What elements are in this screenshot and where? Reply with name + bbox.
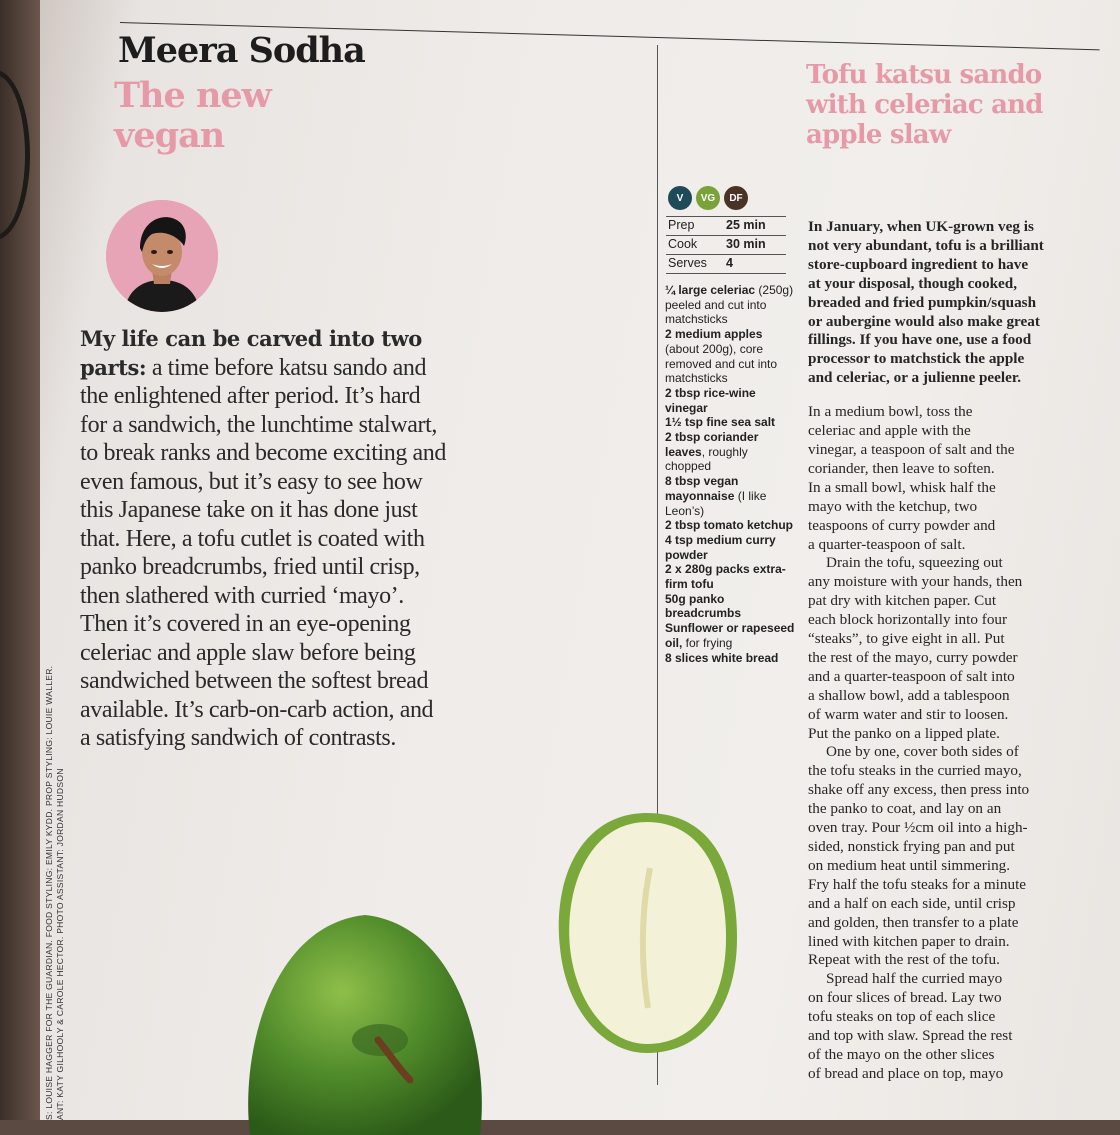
method-line: Spread half the curried mayo (826, 970, 1003, 988)
meta-value: 25 min (726, 218, 766, 232)
method-line: of the mayo on the other slices (808, 1045, 995, 1063)
photo-credit-line: ANT: KATY GILHOOLY & CAROLE HECTOR. PHOTO ASSISTANT: JORDAN HUDSON (55, 768, 65, 1120)
method-line: In a medium bowl, toss the (808, 403, 973, 421)
method-line: a shallow bowl, add a tablespoon (808, 686, 1010, 704)
ingredient-item (665, 592, 795, 621)
recipe-method (808, 218, 1093, 1084)
ingredient-name: ¼ large celeriac (665, 283, 756, 297)
photo-credit (44, 600, 66, 1120)
photo-credit-line: S: LOUISE HAGGER FOR THE GUARDIAN. FOOD STYLING: EMILY KYDD. PROP STYLING: LOUIE WALLER. (44, 665, 54, 1120)
method-line: In a small bowl, whisk half the (808, 478, 996, 496)
intro-line: available. It’s carb-on-carb action, and (80, 696, 434, 723)
method-line: lined with kitchen paper to drain. (808, 932, 1010, 950)
ingredient-item (665, 474, 795, 518)
ingredient-name: 1½ tsp fine sea salt (665, 415, 776, 430)
vegan-badge: VG (696, 186, 720, 210)
intro-line: that. Here, a tofu cutlet is coated with (80, 525, 425, 552)
portrait-illustration (106, 200, 218, 312)
ingredient-name: Sunflower or rapeseed oil, (665, 621, 795, 650)
ingredient-item (665, 283, 795, 327)
recipe-intro-line: breaded and fried pumpkin/squash (808, 293, 1037, 311)
author-name: Meera Sodha (118, 30, 365, 71)
ingredient-name: 4 tsp medium curry powder (665, 532, 776, 562)
method-line: Put the panko on a lipped plate. (808, 724, 1000, 742)
ingredient-detail: (I like Leon’s) (665, 488, 767, 518)
ingredient-name: 8 tbsp vegan mayonnaise (665, 474, 739, 503)
intro-line: Then it’s covered in an eye-opening (80, 611, 411, 637)
intro-lead: parts: (80, 354, 147, 380)
method-line: “steaks”, to give eight in all. Put (808, 630, 1005, 648)
recipe-intro (808, 218, 1093, 388)
ingredient-name: 2 tbsp coriander leaves (665, 430, 759, 459)
ingredient-detail: , roughly chopped (665, 444, 748, 474)
method-line: Repeat with the rest of the tofu. (808, 951, 1000, 969)
method-line: and a half on each side, until crisp (808, 894, 1016, 912)
intro-line: the enlightened after period. It’s hard (80, 383, 421, 409)
ingredient-item (665, 533, 795, 562)
ingredient-item (665, 518, 795, 533)
method-line: oven tray. Pour ½cm oil into a high- (808, 819, 1028, 837)
method-line: and a quarter-teaspoon of salt into (808, 667, 1015, 685)
recipe-intro-line: and celeriac, or a julienne peeler. (808, 369, 1022, 387)
method-line: mayo with the ketchup, two (808, 497, 978, 515)
method-line: the panko to coat, and lay on an (808, 800, 1002, 818)
method-line: teaspoons of curry powder and (808, 516, 996, 534)
ingredient-detail: (250g) peeled and cut into matchsticks (665, 283, 794, 327)
method-line: each block horizontally into four (808, 611, 1008, 629)
method-line: on four slices of bread. Lay two (808, 989, 1002, 1007)
recipe-intro-line: not very abundant, tofu is a brilliant (808, 236, 1044, 254)
halved-apple-image (552, 808, 742, 1058)
intro-line: sandwiched between the softest bread (80, 668, 429, 694)
method-line: vinegar, a teaspoon of salt and the (808, 440, 1015, 458)
ingredient-name: 2 tbsp tomato ketchup (665, 518, 794, 533)
recipe-meta (666, 216, 786, 274)
ingredient-item (665, 430, 795, 474)
ingredient-item (665, 386, 795, 415)
ingredient-item (665, 562, 795, 591)
ingredient-detail: (about 200g), core removed and cut into matchsticks (665, 341, 778, 386)
method-step-2 (808, 554, 1093, 743)
recipe-intro-line: fillings. If you have one, use a food (808, 331, 1032, 349)
method-step-4 (808, 970, 1093, 1083)
method-line: pat dry with kitchen paper. Cut (808, 592, 997, 610)
intro-line: panko breadcrumbs, fried until crisp, (80, 554, 420, 580)
meta-key: Prep (668, 218, 695, 232)
meta-row-cook (666, 235, 786, 254)
intro-text (80, 325, 500, 753)
intro-line: celeriac and apple slaw before being (80, 639, 416, 666)
recipe-intro-line: store-cupboard ingredient to have (808, 255, 1029, 273)
method-line: tofu steaks on top of each slice (808, 1008, 996, 1026)
method-line: Drain the tofu, squeezing out (826, 554, 1003, 572)
ingredient-list (665, 283, 795, 665)
meta-row-prep (666, 216, 786, 235)
intro-lead: My life can be carved into two (80, 326, 422, 351)
ingredient-name: 2 tbsp rice-wine vinegar (665, 385, 756, 415)
meta-key: Cook (668, 237, 698, 251)
dairy-free-badge: DF (724, 186, 748, 210)
ingredient-detail: for frying (682, 635, 733, 650)
method-line: of bread and place on top, mayo (808, 1064, 1004, 1082)
magazine-page (40, 0, 1120, 1120)
intro-line: this Japanese take on it has done just (80, 497, 418, 523)
intro-line: a time before katsu sando and (146, 354, 427, 381)
intro-line: to break ranks and become exciting and (80, 440, 446, 466)
ingredient-item (665, 621, 795, 650)
ingredient-name: 8 slices white bread (665, 650, 779, 665)
intro-line: a satisfying sandwich of contrasts. (80, 725, 396, 751)
ingredient-name: 2 x 280g packs extra-firm tofu (665, 562, 786, 592)
method-line: any moisture with your hands, then (808, 573, 1023, 591)
method-line: celeriac and apple with the (808, 422, 971, 440)
green-apple-image (240, 905, 490, 1135)
method-step-1 (808, 403, 1093, 554)
method-line: coriander, then leave to soften. (808, 459, 995, 477)
ingredient-item (665, 651, 795, 666)
column-name: The new vegan (114, 75, 271, 156)
method-line: and golden, then transfer to a plate (808, 913, 1019, 931)
binder-ring (0, 70, 30, 240)
intro-line: even famous, but it’s easy to see how (80, 468, 423, 495)
method-step-3 (808, 743, 1093, 970)
intro-line: then slathered with curried ‘mayo’. (80, 582, 404, 609)
method-line: the tofu steaks in the curried mayo, (808, 762, 1022, 780)
diet-badges (668, 186, 748, 210)
meta-value: 4 (726, 256, 733, 270)
method-line: on medium heat until simmering. (808, 856, 1011, 874)
method-line: shake off any excess, then press into (808, 781, 1030, 799)
ingredient-item (665, 415, 795, 430)
method-line: Fry half the tofu steaks for a minute (808, 875, 1027, 893)
recipe-intro-line: at your disposal, though cooked, (808, 274, 1018, 292)
method-line: the rest of the mayo, curry powder (808, 648, 1018, 666)
ingredient-name: 2 medium apples (665, 327, 763, 342)
method-line: a quarter-teaspoon of salt. (808, 535, 966, 553)
recipe-intro-line: processor to matchstick the apple (808, 350, 1025, 368)
method-line: of warm water and stir to loosen. (808, 705, 1009, 723)
ingredient-item (665, 327, 795, 386)
author-portrait (106, 200, 218, 312)
meta-row-serves (666, 254, 786, 274)
method-line: One by one, cover both sides of (826, 743, 1019, 761)
recipe-intro-line: In January, when UK-grown veg is (808, 218, 1034, 235)
meta-value: 30 min (726, 237, 766, 251)
recipe-intro-line: or aubergine would also make great (808, 312, 1040, 330)
meta-key: Serves (668, 256, 707, 270)
intro-line: for a sandwich, the lunchtime stalwart, (80, 411, 437, 438)
ingredient-name: 50g panko breadcrumbs (665, 591, 742, 621)
method-line: sided, nonstick frying pan and put (808, 838, 1015, 855)
method-line: and top with slaw. Spread the rest (808, 1027, 1013, 1045)
recipe-title: Tofu katsu sando with celeriac and apple slaw (806, 60, 1043, 150)
vegetarian-badge: V (668, 186, 692, 210)
